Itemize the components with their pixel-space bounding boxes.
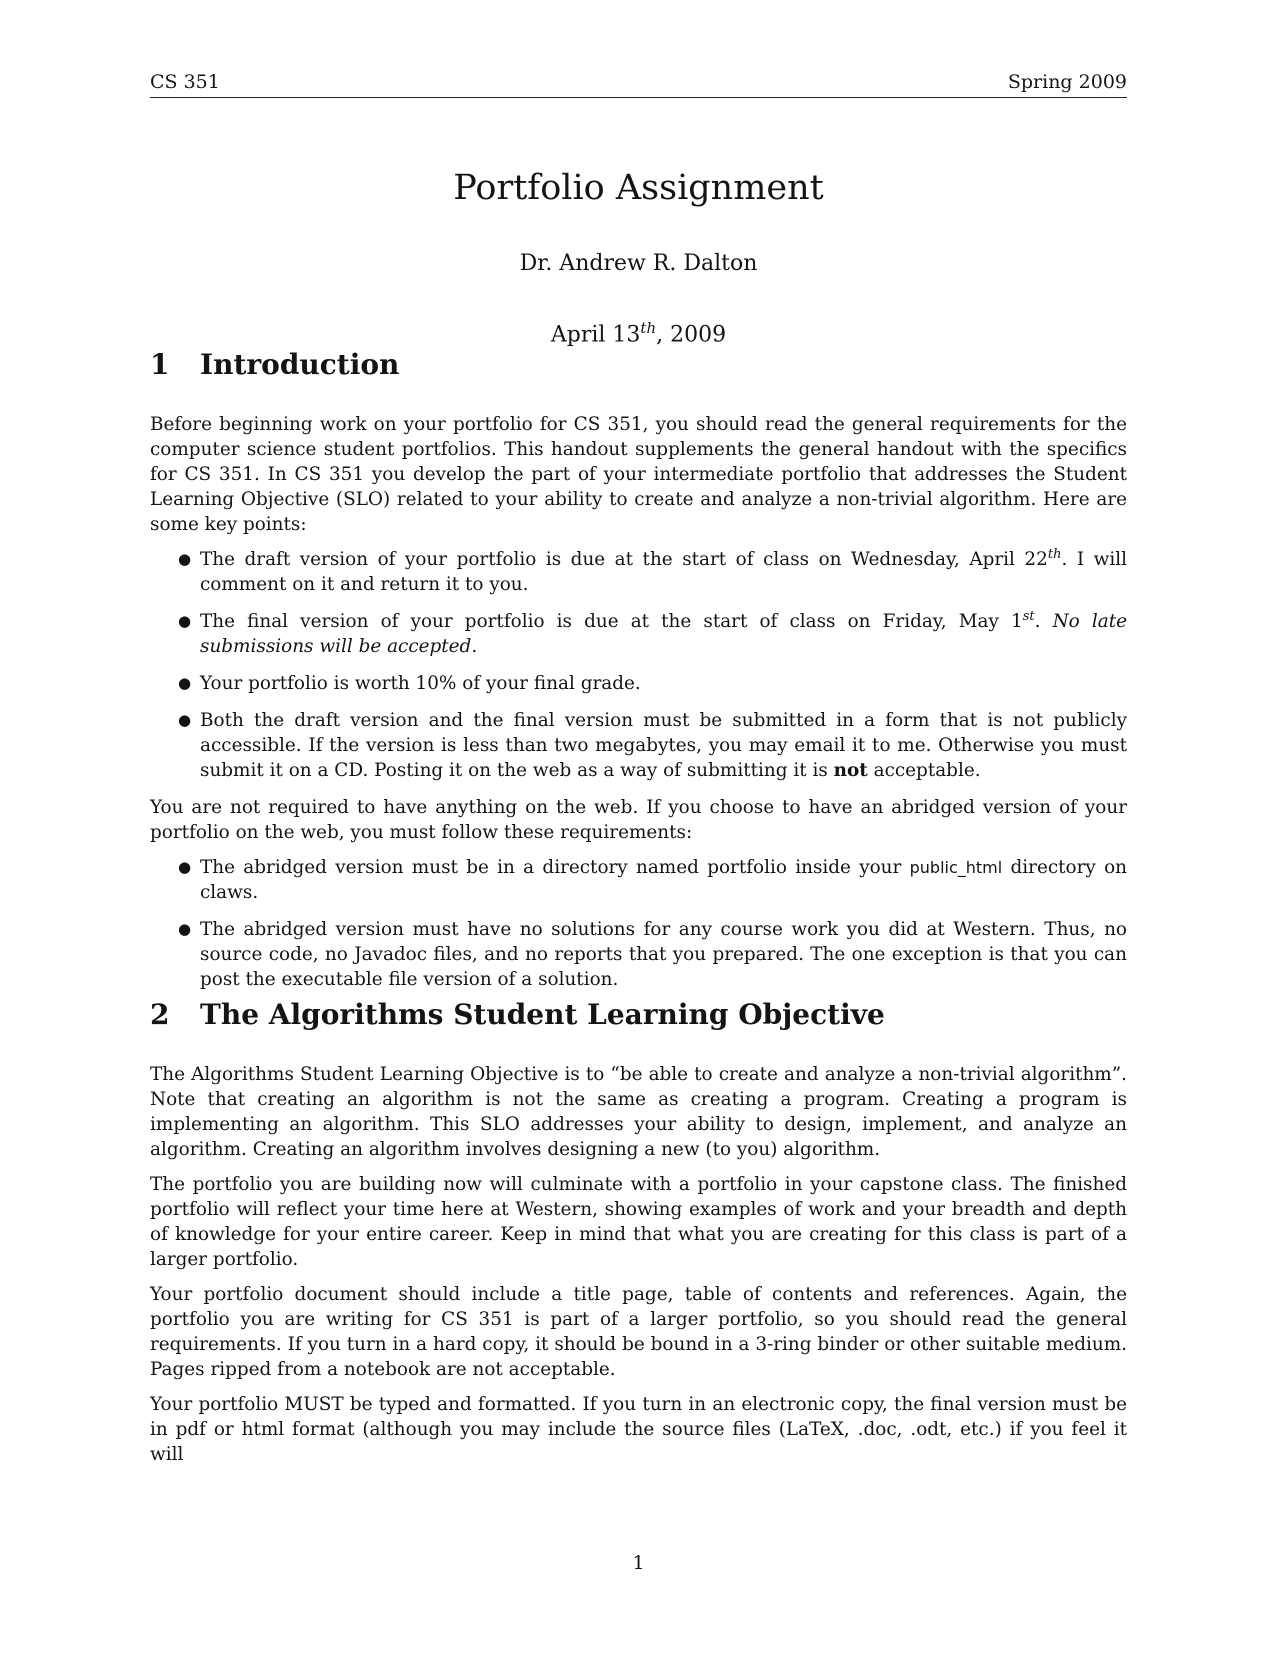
- intro-paragraph: Before beginning work on your portfolio for CS 351, you should read the general requirements for the computer science student portfolios. This handout supplements the general handout with the specifics for CS 351. In CS 351 you develop the part of your intermediate portfolio that addresses the Student Learning Objective (SLO) related to your ability to create and analyze a non-trivial algorithm. Here are some key points:: [150, 414, 1127, 535]
- list-item: ● The abridged version must be in a directory named portfolio inside your public_html directory on claws.: [178, 857, 1127, 903]
- term: Spring 2009: [1007, 71, 1127, 93]
- course-code: CS 351: [150, 71, 220, 93]
- web-requirements-list: [150, 855, 1127, 992]
- list-item: ● The abridged version must have no solutions for any course work you did at Western. Thus, no source code, no Javadoc files, and no reports that you prepared. The one exception is that you can post the executable file version of a solution.: [178, 919, 1127, 990]
- slo-body: [150, 1062, 1127, 1477]
- web-requirements-paragraph: You are not required to have anything on the web. If you choose to have an abridged version of your portfolio on the web, you must follow these requirements:: [150, 797, 1127, 843]
- running-header: [150, 70, 1127, 98]
- list-item: ● Your portfolio is worth 10% of your final grade.: [178, 673, 641, 694]
- document-title: Portfolio Assignment: [453, 168, 824, 208]
- slo-paragraph: Your portfolio document should include a title page, table of contents and references. Again, the portfolio you are writing for CS 351 is part of a larger portfolio, so you should read the general requirements. If you turn in a hard copy, it should be bound in a 3-ring binder or other suitable medium. Pages ripped from a notebook are not acceptable.: [150, 1284, 1127, 1380]
- slo-paragraph: The portfolio you are building now will culminate with a portfolio in your capstone class. The finished portfolio will reflect your time here at Western, showing examples of work and your breadth and depth of knowledge for your entire career. Keep in mind that what you are creating for this class is part of a larger portfolio.: [150, 1174, 1127, 1270]
- slo-paragraph: The Algorithms Student Learning Objective is to “be able to create and analyze a non-trivial algorithm”. Note that creating an algorithm is not the same as creating a program. Creating a program is implementing an algorithm. This SLO addresses your ability to design, implement, and analyze an algorithm. Creating an algorithm involves designing a new (to you) algorithm.: [150, 1064, 1127, 1160]
- author: Dr. Andrew R. Dalton: [519, 251, 758, 276]
- slo-paragraph: Your portfolio MUST be typed and formatted. If you turn in an electronic copy, the final version must be in pdf or html format (although you may include the source files (LaTeX, .doc, .odt, etc.) if you feel it will: [150, 1394, 1127, 1465]
- list-item: ● The draft version of your portfolio is due at the start of class on Wednesday, April 22th. I will comment on it and return it to you.: [178, 546, 1127, 595]
- list-item: ● The final version of your portfolio is due at the start of class on Friday, May 1st. No late submissions will be accepted.: [178, 608, 1127, 657]
- introduction-body: [150, 412, 1127, 1004]
- page-number: 1: [632, 1552, 645, 1574]
- document-date: April 13th, 2009: [550, 319, 727, 348]
- key-points-list: [150, 547, 1127, 783]
- section-heading-introduction: 1 Introduction: [150, 348, 400, 381]
- section-heading-algorithms-slo: 2 The Algorithms Student Learning Objective: [150, 998, 885, 1031]
- list-item: ● Both the draft version and the final version must be submitted in a form that is not publicly accessible. If the version is less than two megabytes, you may email it to me. Otherwise you must submit it on a CD. Posting it on the web as a way of submitting it is not acceptable.: [178, 710, 1127, 781]
